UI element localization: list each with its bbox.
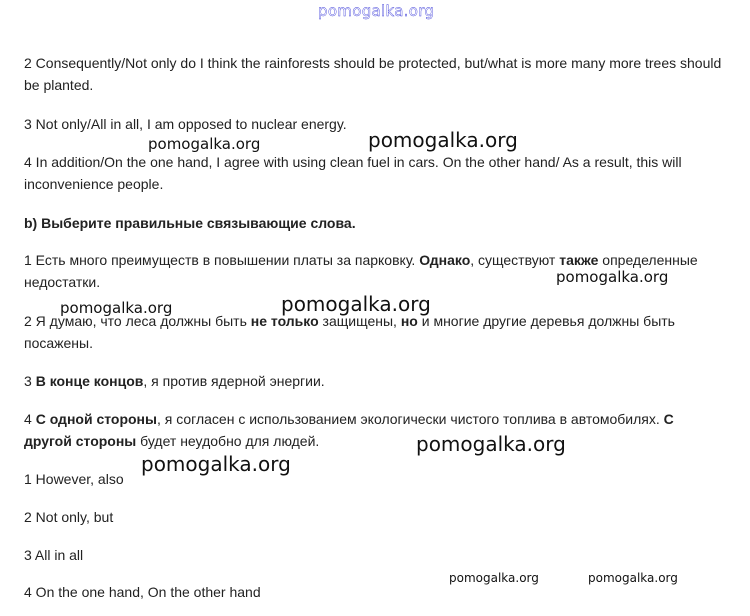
bold-connector: также <box>559 252 599 268</box>
watermark: pomogalka.org <box>141 452 291 476</box>
bold-connector: но <box>400 313 418 329</box>
russian-item-1 <box>24 249 724 293</box>
text: , я согласен с использованием экологически чистого топлива в автомобилях. <box>156 411 664 427</box>
russian-item-4 <box>24 408 724 452</box>
bold-connector: С одной стороны <box>35 411 157 427</box>
task-b-title: b) Выберите правильные связывающие слова. <box>24 215 356 231</box>
text: 1 Есть много преимуществ в повышении платы за парковку. <box>24 252 420 268</box>
text: , существуют <box>470 252 560 268</box>
watermark: pomogalka.org <box>449 571 539 585</box>
watermark: pomogalka.org <box>416 432 566 456</box>
russian-item-3 <box>24 370 724 392</box>
task-heading <box>24 212 724 234</box>
answer-4: 4 On the one hand, On the other hand <box>24 584 261 600</box>
text: определенные недостатки. <box>24 252 698 290</box>
answer-3: 3 All in all <box>24 547 84 563</box>
text: 2 Я думаю, что леса должны быть <box>24 313 251 329</box>
bold-connector: В конце концов <box>35 373 144 389</box>
text: 3 <box>24 373 36 389</box>
text: будет неудобно для людей. <box>136 433 320 449</box>
english-item-2: 2 Consequently/Not only do I think the rainforests should be protected, but/what is more many more trees should be planted. <box>24 55 722 93</box>
text: и многие другие деревья должны быть посажены. <box>24 313 675 351</box>
bold-connector: Однако <box>419 252 471 268</box>
text: , я против ядерной энергии. <box>143 373 325 389</box>
watermark: pomogalka.org <box>148 135 261 153</box>
watermark: pomogalka.org <box>368 128 518 152</box>
bold-connector: не только <box>250 313 319 329</box>
watermark: pomogalka.org <box>556 268 669 286</box>
watermark: pomogalka.org <box>60 299 173 317</box>
bold-connector: С другой стороны <box>24 411 674 449</box>
watermark: pomogalka.org <box>588 571 678 585</box>
text: защищены, <box>318 313 401 329</box>
answer-1: 1 However, also <box>24 471 124 487</box>
watermark-top: pomogalka.org <box>318 2 435 20</box>
english-item-3: 3 Not only/All in all, I am opposed to nuclear energy. <box>24 116 347 132</box>
english-item-4: 4 In addition/On the one hand, I agree with using clean fuel in cars. On the other hand/ As a result, this will inconvenience people. <box>24 154 682 192</box>
text: 4 <box>24 411 36 427</box>
russian-item-2 <box>24 310 724 354</box>
answer-2: 2 Not only, but <box>24 509 114 525</box>
watermark: pomogalka.org <box>281 292 431 316</box>
